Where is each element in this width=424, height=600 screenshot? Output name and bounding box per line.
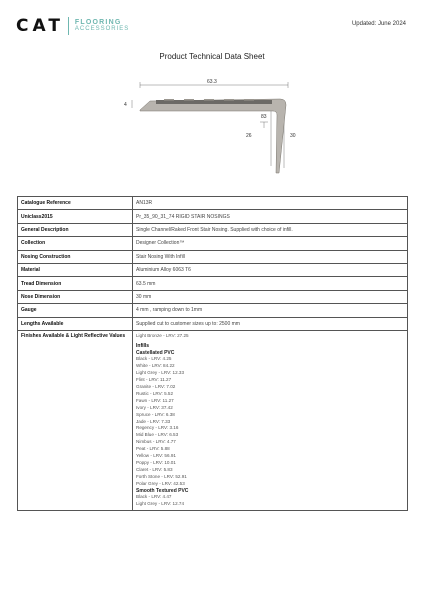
finish-item: Ivory - LRV: 37.42 (136, 404, 173, 410)
finishes-row (18, 330, 408, 510)
spec-label: Gauge (18, 304, 133, 317)
spec-label: General Description (18, 223, 133, 236)
table-row (18, 197, 408, 210)
spec-value: Supplied cut to customer sizes up to: 2500 mm (133, 317, 408, 330)
brand-sub-flooring: FLOORING (74, 19, 122, 26)
finish-item: Polar Grey - LRV: 42.53 (136, 480, 185, 486)
spec-value: Pr_35_90_31_74 RIGID STAIR NOSINGS (133, 210, 408, 223)
table-row (18, 210, 408, 223)
table-row (18, 277, 408, 290)
finish-item: Regency - LRV: 3.16 (136, 425, 179, 431)
infills-heading: Infills (136, 342, 150, 349)
finish-item: Granite - LRV: 7.02 (136, 384, 176, 390)
finish-item: Yellow - LRV: 56.91 (136, 453, 176, 459)
dim-right-outer-label: 30 (290, 133, 296, 139)
spec-label: Material (18, 263, 133, 276)
spec-label: Tread Dimension (18, 277, 133, 290)
spec-value: Stair Nosing With Infill (133, 250, 408, 263)
infill-strip (156, 100, 272, 104)
brand-subtitle (75, 20, 129, 32)
spec-label: Nosing Construction (18, 250, 133, 263)
spec-label: Uniclass2015 (18, 210, 133, 223)
nosing-profile (140, 99, 286, 173)
spec-label: Nose Dimension (18, 290, 133, 303)
brand-sub-accessories: ACCESSORIES (74, 26, 130, 32)
table-row (18, 304, 408, 317)
spec-label: Collection (18, 237, 133, 250)
finish-item: Claret - LRV: 5.83 (136, 466, 173, 472)
infill-group-heading: Castellated PVC (136, 349, 175, 356)
finish-item: Mid Blue - LRV: 6.53 (136, 432, 179, 438)
dim-inner-label: 83 (261, 114, 267, 120)
dimension-lines (132, 82, 288, 168)
spec-value: AN13R (133, 197, 408, 210)
finish-item: Black - LRV: 4.47 (136, 494, 172, 500)
spec-value: Single Channel/Raked Front Stair Nosing. Supplied with choice of infill. (133, 223, 408, 236)
brand-logo (16, 16, 129, 36)
spec-table (17, 196, 408, 511)
table-row (18, 263, 408, 276)
finish-item: White - LRV: 84.22 (136, 363, 175, 369)
finish-item: Fawn - LRV: 11.27 (136, 397, 174, 403)
finish-item: Rustic - LRV: 5.52 (136, 390, 174, 396)
spec-value: 4 mm , ramping down to 1mm (133, 304, 408, 317)
dim-right-inner-label: 26 (246, 133, 252, 139)
finish-item: Nimbus - LRV: 4.77 (136, 439, 176, 445)
table-row (18, 223, 408, 236)
spec-label: Catalogue Reference (18, 197, 133, 210)
spec-value: Aluminium Alloy 6063 T6 (133, 263, 408, 276)
finish-item: Light Grey - LRV: 12.74 (136, 501, 185, 507)
finish-first: Light Bronze - LRV: 27.25 (136, 332, 189, 338)
dim-top-label: 63.3 (207, 79, 217, 85)
finish-item: Forth Stone - LRV: 52.91 (136, 473, 187, 479)
finish-item: Flint - LRV: 11.27 (136, 377, 172, 383)
profile-drawing (110, 70, 330, 200)
updated-date: Updated: June 2024 (351, 21, 406, 27)
logo-divider (68, 17, 69, 35)
finishes-value (133, 330, 408, 510)
table-row (18, 250, 408, 263)
infill-group-heading: Smooth Textured PVC (136, 487, 189, 494)
finish-item: Spruce - LRV: 6.38 (136, 411, 175, 417)
dim-left-label: 4 (124, 102, 127, 108)
table-row (18, 290, 408, 303)
page-header (0, 0, 424, 50)
table-row (18, 317, 408, 330)
finish-item: Black - LRV: 4.25 (136, 356, 172, 362)
finishes-label: Finishes Available & Light Reflective Values (18, 330, 133, 510)
finish-item: Jade - LRV: 7.33 (136, 418, 171, 424)
finish-item: Poppy - LRV: 10.01 (136, 460, 176, 465)
brand-name: CAT (16, 16, 64, 36)
finish-item: Peat - LRV: 5.88 (136, 446, 170, 452)
spec-label: Lengths Available (18, 317, 133, 330)
spec-value: 63.5 mm (133, 277, 408, 290)
table-row (18, 237, 408, 250)
finish-item: Light Grey - LRV: 12.33 (136, 370, 185, 376)
page-title: Product Technical Data Sheet (159, 52, 265, 61)
infill-groups (136, 350, 404, 508)
spec-value: Designer Collection™ (133, 237, 408, 250)
spec-value: 30 mm (133, 290, 408, 303)
